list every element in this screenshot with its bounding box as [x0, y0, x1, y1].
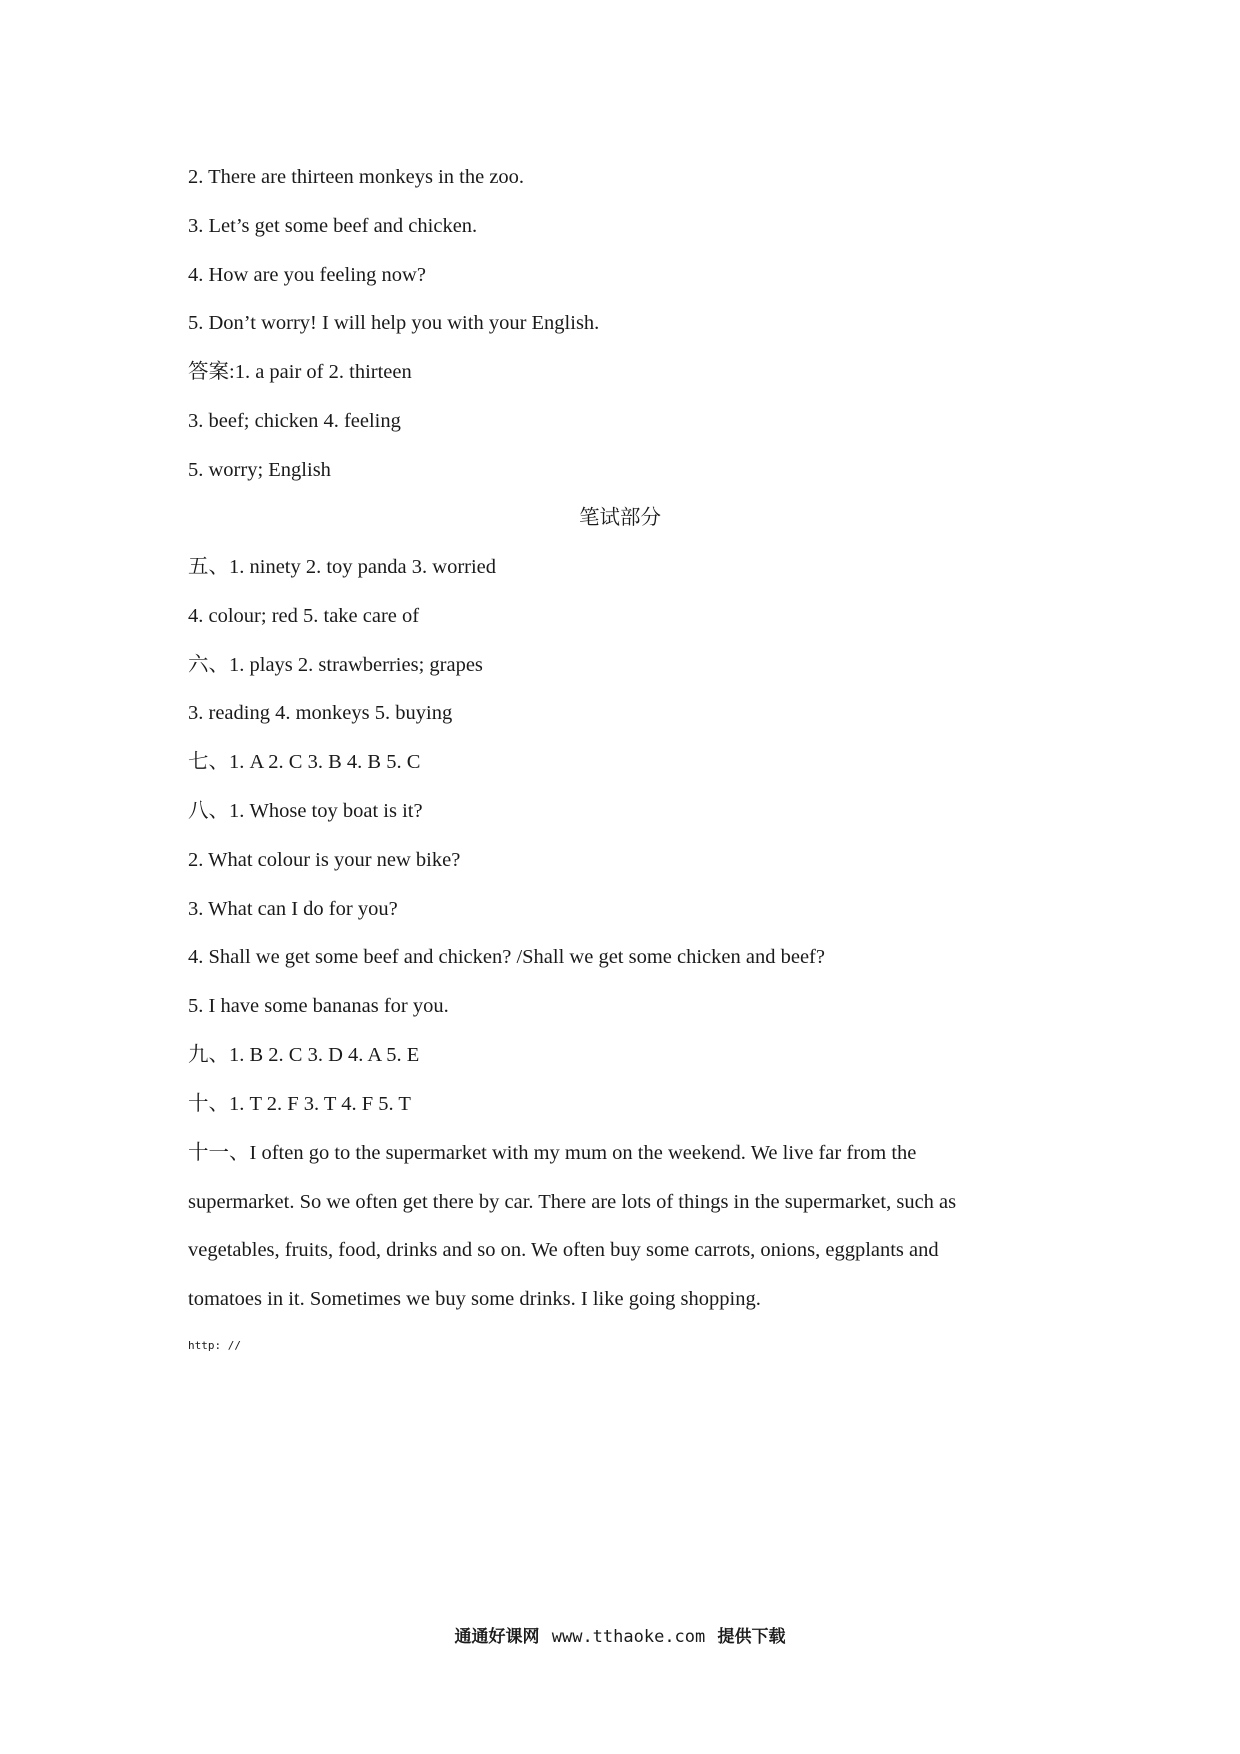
essay-line-3: vegetables, fruits, food, drinks and so on. We often buy some carrots, onions, eggplants and — [188, 1239, 939, 1261]
listening-sentence-2: 2. There are thirteen monkeys in the zoo. — [188, 166, 525, 188]
answer-six-line-1: 六、1. plays 2. strawberries; grapes — [188, 654, 483, 676]
page-footer — [0, 1626, 1240, 1648]
answer-seven: 七、1. A 2. C 3. B 4. B 5. C — [188, 751, 421, 773]
answer-line-2: 3. beef; chicken 4. feeling — [188, 410, 401, 432]
section-heading: 笔试部分 — [579, 507, 661, 529]
footer-site-url[interactable]: www.tthaoke.com — [551, 1627, 706, 1647]
listening-sentence-5: 5. Don’t worry! I will help you with your English. — [188, 312, 600, 334]
answer-line-3: 5. worry; English — [188, 459, 331, 481]
answer-five-line-2: 4. colour; red 5. take care of — [188, 605, 420, 627]
small-url-text: http: // — [188, 1339, 241, 1352]
answer-line-1: 答案:1. a pair of 2. thirteen — [188, 361, 412, 383]
answer-eight-line-3: 3. What can I do for you? — [188, 898, 398, 920]
essay-line-1: 十一、I often go to the supermarket with my mum on the weekend. We live far from the — [188, 1142, 917, 1164]
answer-nine: 九、1. B 2. C 3. D 4. A 5. E — [188, 1044, 420, 1066]
listening-sentence-3: 3. Let’s get some beef and chicken. — [188, 215, 478, 237]
answer-six-line-2: 3. reading 4. monkeys 5. buying — [188, 702, 453, 724]
footer-site-name: 通通好课网 — [454, 1627, 540, 1647]
answer-ten: 十、1. T 2. F 3. T 4. F 5. T — [188, 1093, 411, 1115]
answer-eight-line-5: 5. I have some bananas for you. — [188, 995, 449, 1017]
footer-tagline: 提供下载 — [717, 1627, 786, 1647]
answer-five-line-1: 五、1. ninety 2. toy panda 3. worried — [188, 556, 497, 578]
essay-line-2: supermarket. So we often get there by car. There are lots of things in the supermarket, such as — [188, 1191, 957, 1213]
listening-sentence-4: 4. How are you feeling now? — [188, 264, 426, 286]
essay-line-4: tomatoes in it. Sometimes we buy some drinks. I like going shopping. — [188, 1288, 761, 1310]
answer-eight-line-2: 2. What colour is your new bike? — [188, 849, 461, 871]
answer-eight-line-4: 4. Shall we get some beef and chicken? /Shall we get some chicken and beef? — [188, 946, 825, 968]
answer-eight-line-1: 八、1. Whose toy boat is it? — [188, 800, 423, 822]
